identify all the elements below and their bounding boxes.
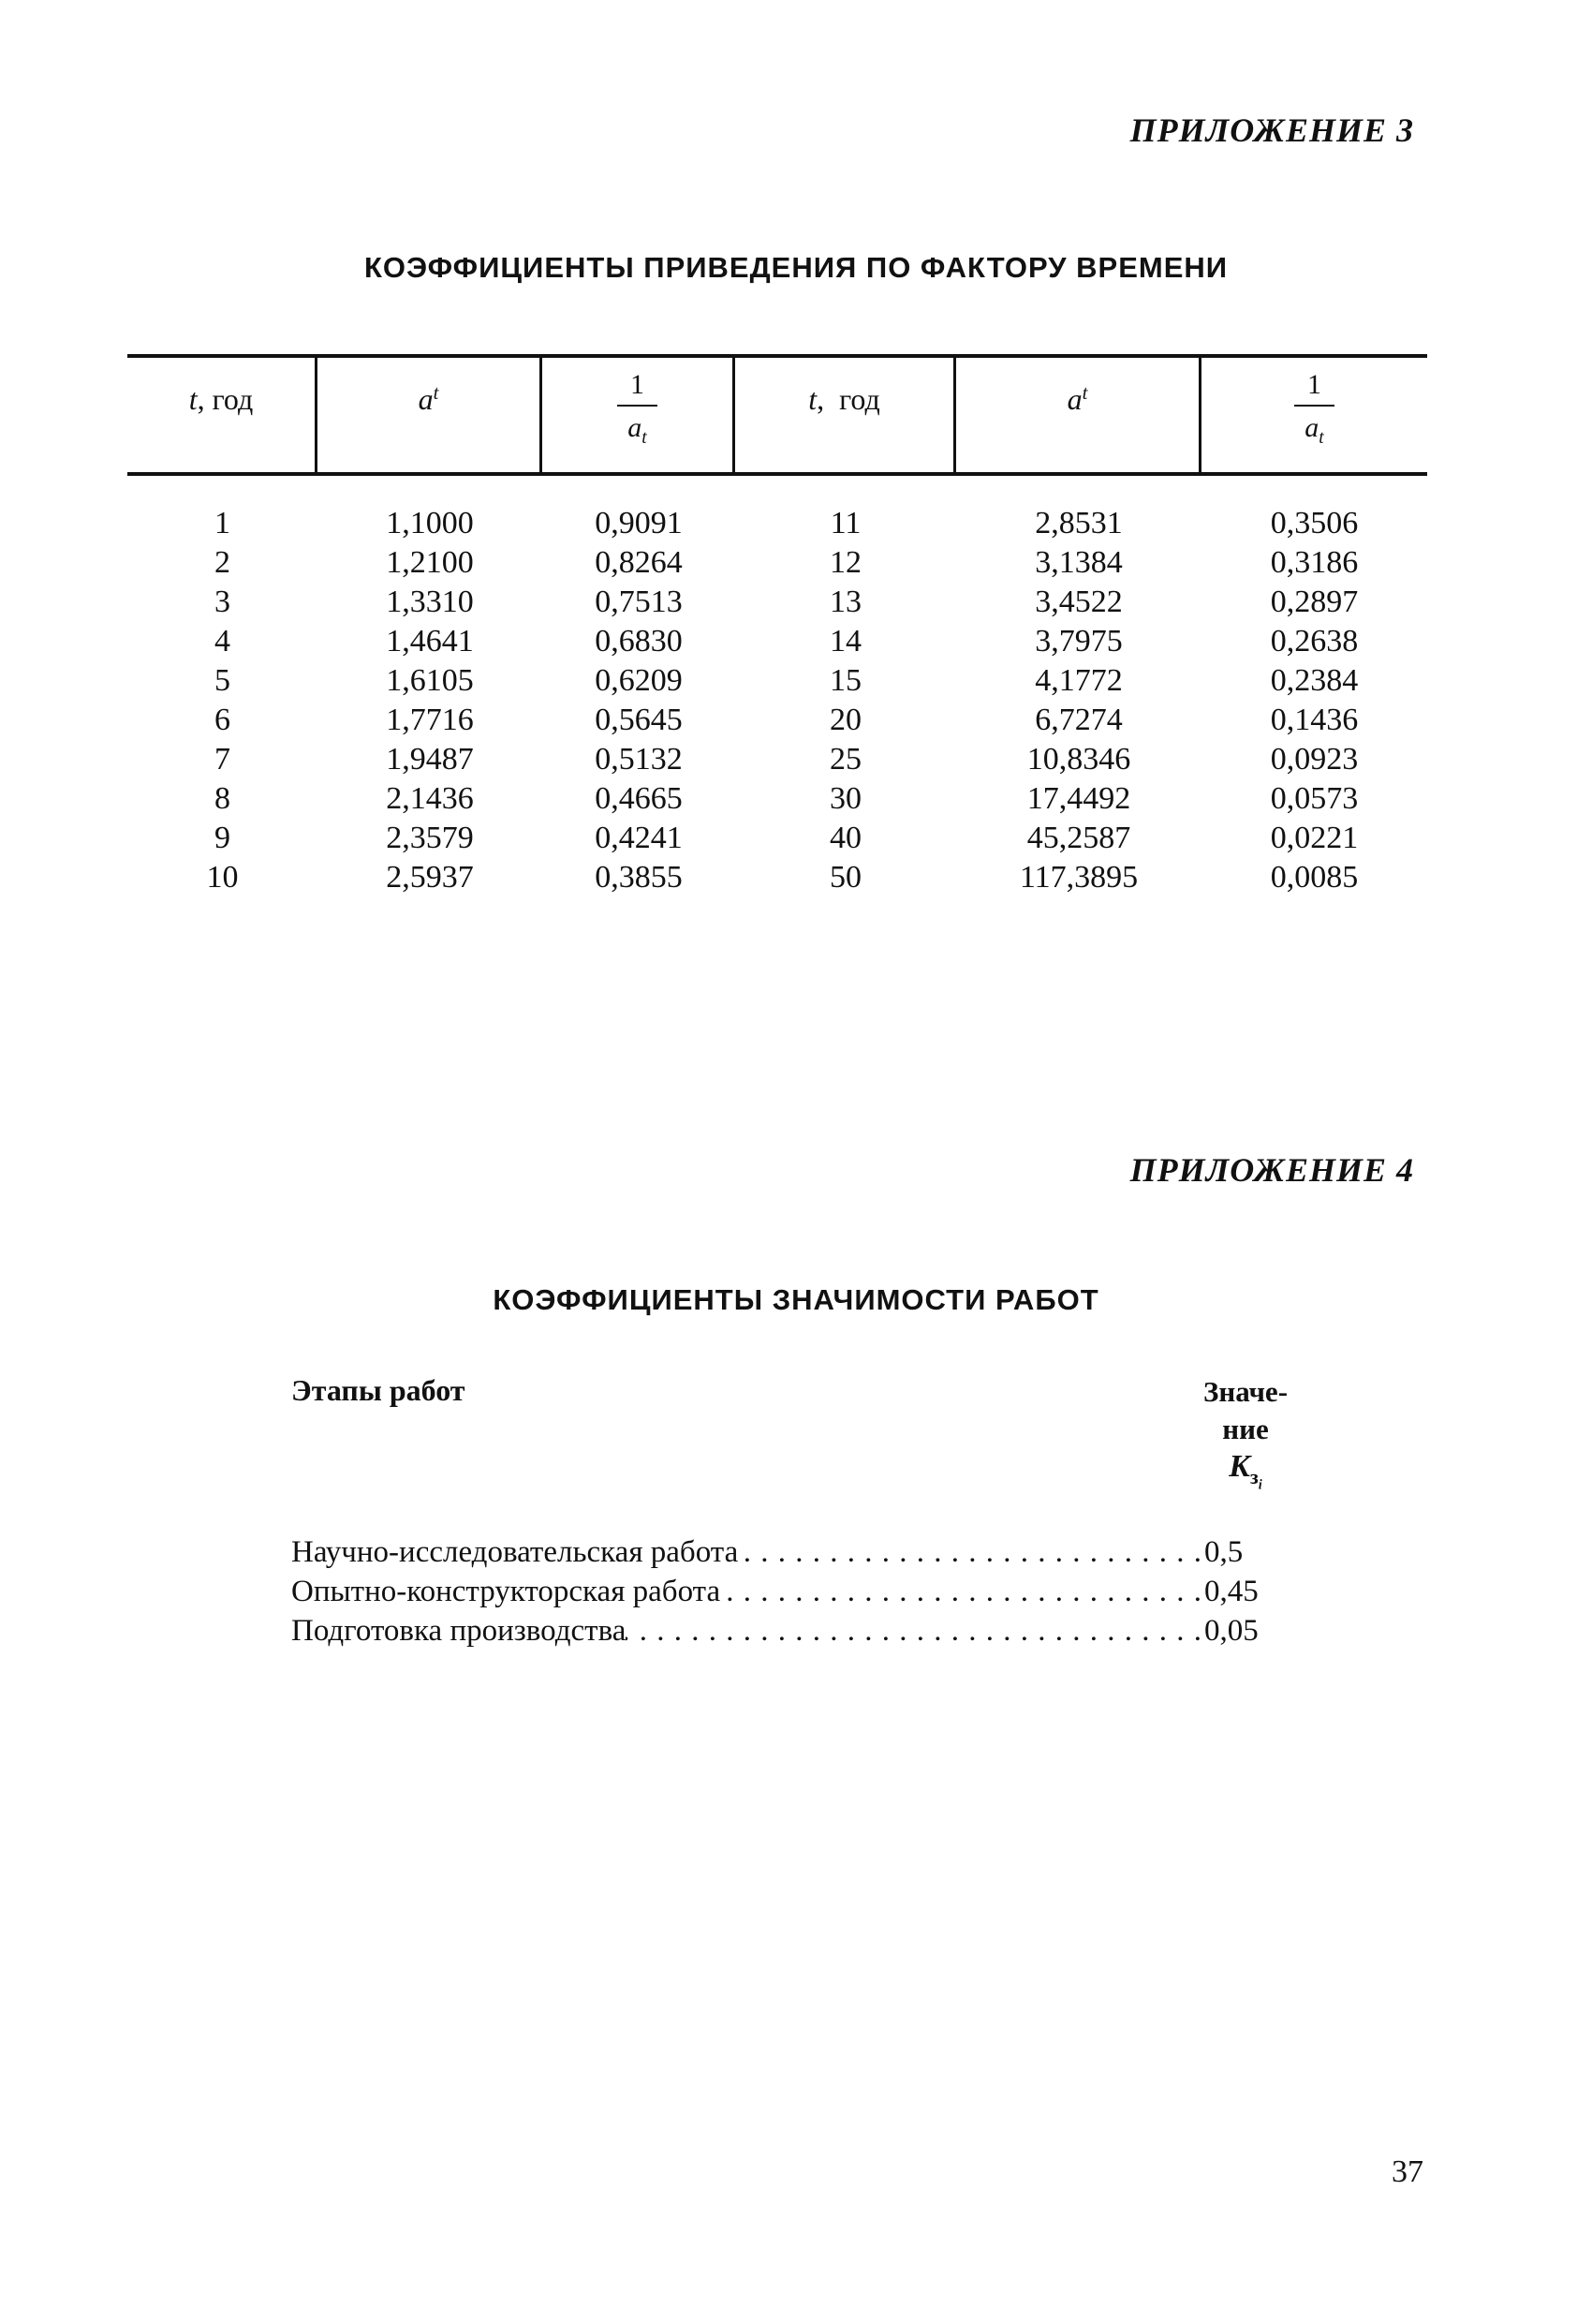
table-cell: 0,5645 <box>595 703 683 737</box>
table-cell: 0,7513 <box>595 585 683 619</box>
stage-label: Научно-исследовательская работа <box>291 1535 739 1569</box>
value-column-header <box>1199 1373 1292 1503</box>
table-row <box>127 543 1427 583</box>
list-item <box>291 1532 1275 1572</box>
fraction-numerator: 1 <box>1294 369 1334 407</box>
appendix-3-label: ПРИЛОЖЕНИЕ 3 <box>1129 111 1414 149</box>
denominator-symbol: a <box>1305 412 1319 443</box>
header-a-subscript: t <box>1082 382 1088 404</box>
table-cell: 1 <box>214 506 230 540</box>
header-a-symbol: a <box>418 382 434 416</box>
value-header-line1: Значе- <box>1202 1375 1289 1408</box>
table-cell: 0,2384 <box>1270 663 1359 698</box>
table-cell: 1,7716 <box>386 703 474 737</box>
table-cell: 1,2100 <box>386 545 474 580</box>
table-cell: 1,9487 <box>386 742 474 777</box>
value-header-line2: ние <box>1222 1413 1269 1445</box>
table-cell: 0,3186 <box>1270 545 1359 580</box>
page-number: 37 <box>1392 2154 1423 2189</box>
table-cell: 10,8346 <box>1026 742 1131 777</box>
stage-label: Опытно-конструкторская работа <box>291 1575 721 1608</box>
table-cell: 0,4241 <box>595 821 683 855</box>
table-cell: 0,3855 <box>595 860 683 895</box>
table-row <box>127 779 1427 819</box>
table-cell: 2,5937 <box>386 860 474 895</box>
header-inverse-a-t-2 <box>1201 358 1427 472</box>
table-cell: 2,8531 <box>1035 506 1123 540</box>
fraction-denominator <box>627 407 646 449</box>
header-a-symbol: a <box>1067 382 1083 416</box>
table-row <box>127 661 1427 701</box>
table-cell: 0,5132 <box>595 742 683 777</box>
header-inverse-a-t-1 <box>542 358 735 472</box>
k-subscript-z: з <box>1249 1464 1259 1488</box>
k-subscript-i: i <box>1258 1477 1262 1493</box>
table-cell: 0,3506 <box>1270 506 1359 540</box>
leader-dots <box>720 1572 1202 1611</box>
denominator-subscript: t <box>641 428 647 448</box>
stage-label: Подготовка производства <box>291 1614 626 1648</box>
table-cell: 0,6830 <box>595 624 683 659</box>
table-cell: 1,4641 <box>386 624 474 659</box>
header-a-subscript: t <box>433 382 439 404</box>
fraction <box>617 369 657 449</box>
header-t-unit: , год <box>197 382 254 416</box>
table-cell: 117,3895 <box>1019 860 1139 895</box>
appendix-4-title: КОЭФФИЦИЕНТЫ ЗНАЧИМОСТИ РАБОТ <box>493 1283 1099 1316</box>
table-cell: 3,4522 <box>1035 585 1123 619</box>
coefficients-table <box>127 354 1427 897</box>
table-cell: 0,0085 <box>1270 860 1359 895</box>
table-cell: 12 <box>830 545 862 580</box>
table-cell: 20 <box>830 703 862 737</box>
table-cell: 1,3310 <box>386 585 474 619</box>
table-cell: 3,1384 <box>1035 545 1123 580</box>
list-item <box>291 1611 1275 1650</box>
table-cell: 0,0221 <box>1270 821 1359 855</box>
table-cell: 2 <box>214 545 230 580</box>
table-cell: 13 <box>830 585 862 619</box>
table-row <box>127 583 1427 622</box>
table-cell: 7 <box>214 742 230 777</box>
table-row <box>127 740 1427 779</box>
table-cell: 0,4665 <box>595 781 683 816</box>
appendix-3-title: КОЭФФИЦИЕНТЫ ПРИВЕДЕНИЯ ПО ФАКТОРУ ВРЕМЕНИ <box>363 251 1229 284</box>
table-row <box>127 819 1427 858</box>
table-cell: 3 <box>214 585 230 619</box>
table-cell: 17,4492 <box>1026 781 1131 816</box>
table-cell: 50 <box>830 860 862 895</box>
fraction-numerator: 1 <box>617 369 657 407</box>
leader-dots <box>626 1611 1202 1650</box>
table-row <box>127 858 1427 897</box>
table-cell: 10 <box>206 860 239 895</box>
table-cell: 9 <box>214 821 230 855</box>
table-header <box>127 354 1427 476</box>
table-cell: 0,2638 <box>1270 624 1359 659</box>
fraction-denominator <box>1305 407 1323 449</box>
table-cell: 0,8264 <box>595 545 683 580</box>
header-t-years-2 <box>735 358 956 472</box>
table-cell: 4 <box>214 624 230 659</box>
header-a-t-2 <box>956 358 1201 472</box>
table-cell: 0,6209 <box>595 663 683 698</box>
table-cell: 15 <box>830 663 862 698</box>
table-cell: 0,9091 <box>595 506 683 540</box>
denominator-subscript: t <box>1319 428 1324 448</box>
table-cell: 4,1772 <box>1035 663 1123 698</box>
table-cell: 25 <box>830 742 862 777</box>
table-cell: 1,1000 <box>386 506 474 540</box>
stages-list <box>291 1532 1275 1650</box>
k-symbol: K <box>1229 1449 1250 1484</box>
stage-value: 0,5 <box>1204 1535 1244 1569</box>
leader-dots <box>738 1532 1202 1572</box>
table-row <box>127 701 1427 740</box>
table-cell: 0,0923 <box>1270 742 1359 777</box>
list-item <box>291 1572 1275 1611</box>
stage-value: 0,45 <box>1204 1575 1259 1608</box>
table-cell: 45,2587 <box>1026 821 1131 855</box>
appendix-4-label: ПРИЛОЖЕНИЕ 4 <box>1129 1151 1414 1189</box>
table-cell: 2,3579 <box>386 821 474 855</box>
table-cell: 6 <box>214 703 230 737</box>
table-cell: 0,1436 <box>1270 703 1359 737</box>
stage-value: 0,05 <box>1204 1614 1259 1648</box>
table-cell: 5 <box>214 663 230 698</box>
table-cell: 0,2897 <box>1270 585 1359 619</box>
table-cell: 2,1436 <box>386 781 474 816</box>
table-cell: 14 <box>830 624 862 659</box>
table-cell: 3,7975 <box>1035 624 1123 659</box>
header-t-years-1 <box>127 358 317 472</box>
fraction <box>1294 369 1334 449</box>
table-cell: 8 <box>214 781 230 816</box>
table-row <box>127 504 1427 543</box>
table-body <box>127 476 1427 897</box>
table-cell: 30 <box>830 781 862 816</box>
table-cell: 40 <box>830 821 862 855</box>
table-cell: 11 <box>830 506 862 540</box>
table-row <box>127 622 1427 661</box>
header-t-unit: , год <box>817 382 880 416</box>
table-cell: 0,0573 <box>1270 781 1359 816</box>
k-subscript <box>1249 1464 1262 1493</box>
table-cell: 1,6105 <box>386 663 474 698</box>
header-a-t-1 <box>317 358 542 472</box>
stages-column-header: Этапы работ <box>291 1373 465 1407</box>
header-t-symbol: t <box>808 382 818 416</box>
header-t-symbol: t <box>188 382 198 416</box>
table-cell: 6,7274 <box>1035 703 1123 737</box>
value-header-symbol <box>1199 1448 1292 1503</box>
denominator-symbol: a <box>627 412 642 443</box>
